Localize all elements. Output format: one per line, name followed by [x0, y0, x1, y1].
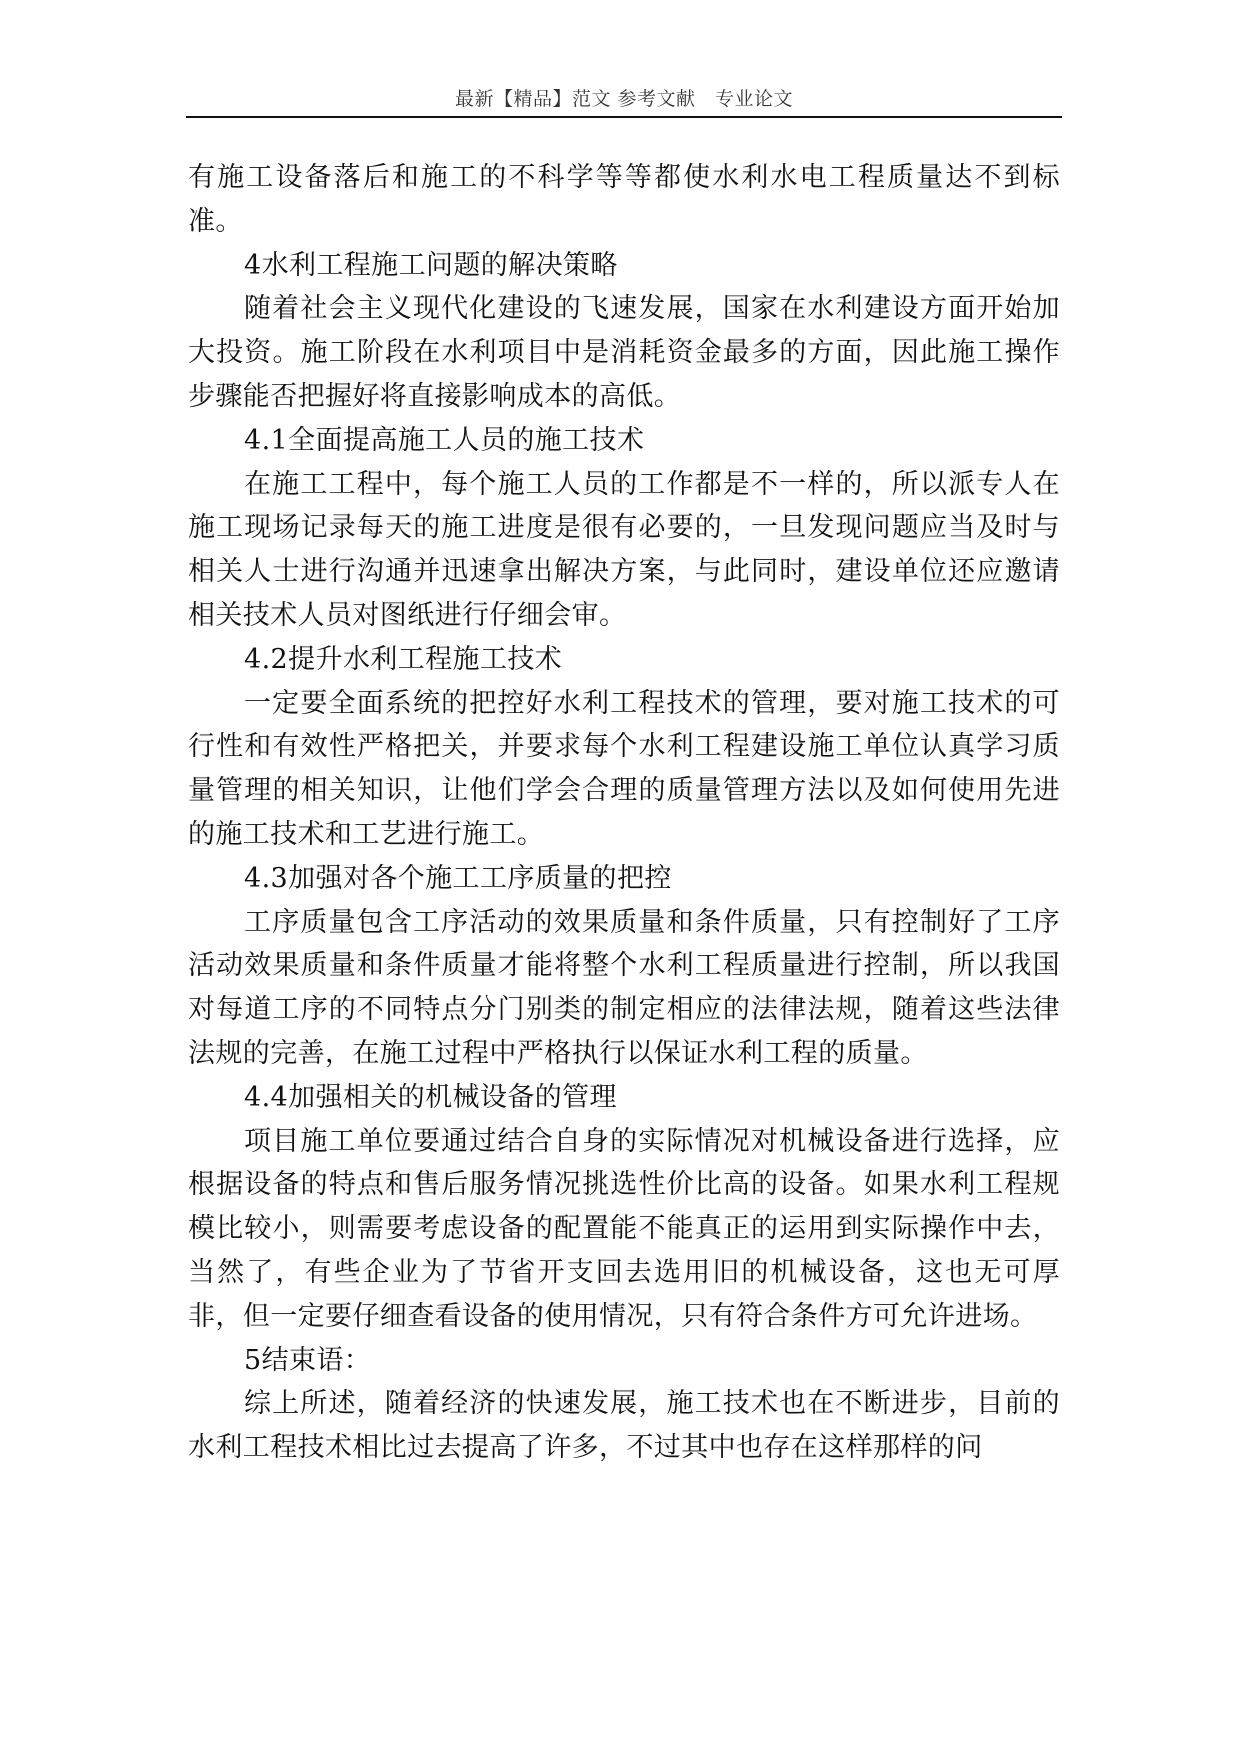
- document-body: [188, 156, 1060, 1470]
- section-heading: 4.2提升水利工程施工技术: [244, 643, 563, 675]
- paragraph: 综上所述，随着经济的快速发展，施工技术也在不断进步，目前的水利工程技术相比过去提高了许多，不过其中也存在这样那样的问: [188, 1388, 1060, 1464]
- paragraph: 一定要全面系统的把控好水利工程技术的管理，要对施工技术的可行性和有效性严格把关，并要求每个水利工程建设施工单位认真学习质量管理的相关知识，让他们学会合理的质量管理方法以及如何使用先进的施工技术和工艺进行施工。: [188, 687, 1060, 850]
- section-heading: 4水利工程施工问题的解决策略: [244, 249, 618, 281]
- section-heading: 5结束语：: [244, 1344, 372, 1376]
- header-divider: [186, 116, 1062, 118]
- page-header: 最新【精品】范文 参考文献 专业论文: [454, 88, 794, 110]
- section-heading: 4.3加强对各个施工工序质量的把控: [244, 862, 672, 894]
- paragraph: 在施工工程中，每个施工人员的工作都是不一样的，所以派专人在施工现场记录每天的施工进度是很有必要的，一旦发现问题应当及时与相关人士进行沟通并迅速拿出解决方案，与此同时，建设单位还应邀请相关技术人员对图纸进行仔细会审。: [188, 468, 1060, 631]
- paragraph: 有施工设备落后和施工的不科学等等都使水利水电工程质量达不到标准。: [188, 162, 1060, 237]
- section-heading: 4.4加强相关的机械设备的管理: [244, 1081, 617, 1113]
- paragraph: 工序质量包含工序活动的效果质量和条件质量，只有控制好了工序活动效果质量和条件质量才能将整个水利工程质量进行控制，所以我国对每道工序的不同特点分门别类的制定相应的法律法规，随着这些法律法规的完善，在施工过程中严格执行以保证水利工程的质量。: [188, 906, 1060, 1069]
- paragraph: 随着社会主义现代化建设的飞速发展，国家在水利建设方面开始加大投资。施工阶段在水利项目中是消耗资金最多的方面，因此施工操作步骤能否把握好将直接影响成本的高低。: [188, 293, 1060, 412]
- paragraph: 项目施工单位要通过结合自身的实际情况对机械设备进行选择，应根据设备的特点和售后服务情况挑选性价比高的设备。如果水利工程规模比较小，则需要考虑设备的配置能不能真正的运用到实际操作中去，当然了，有些企业为了节省开支回去选用旧的机械设备，这也无可厚非，但一定要仔细查看设备的使用情况，只有符合条件方可允许进场。: [188, 1125, 1060, 1332]
- section-heading: 4.1全面提高施工人员的施工技术: [244, 424, 645, 456]
